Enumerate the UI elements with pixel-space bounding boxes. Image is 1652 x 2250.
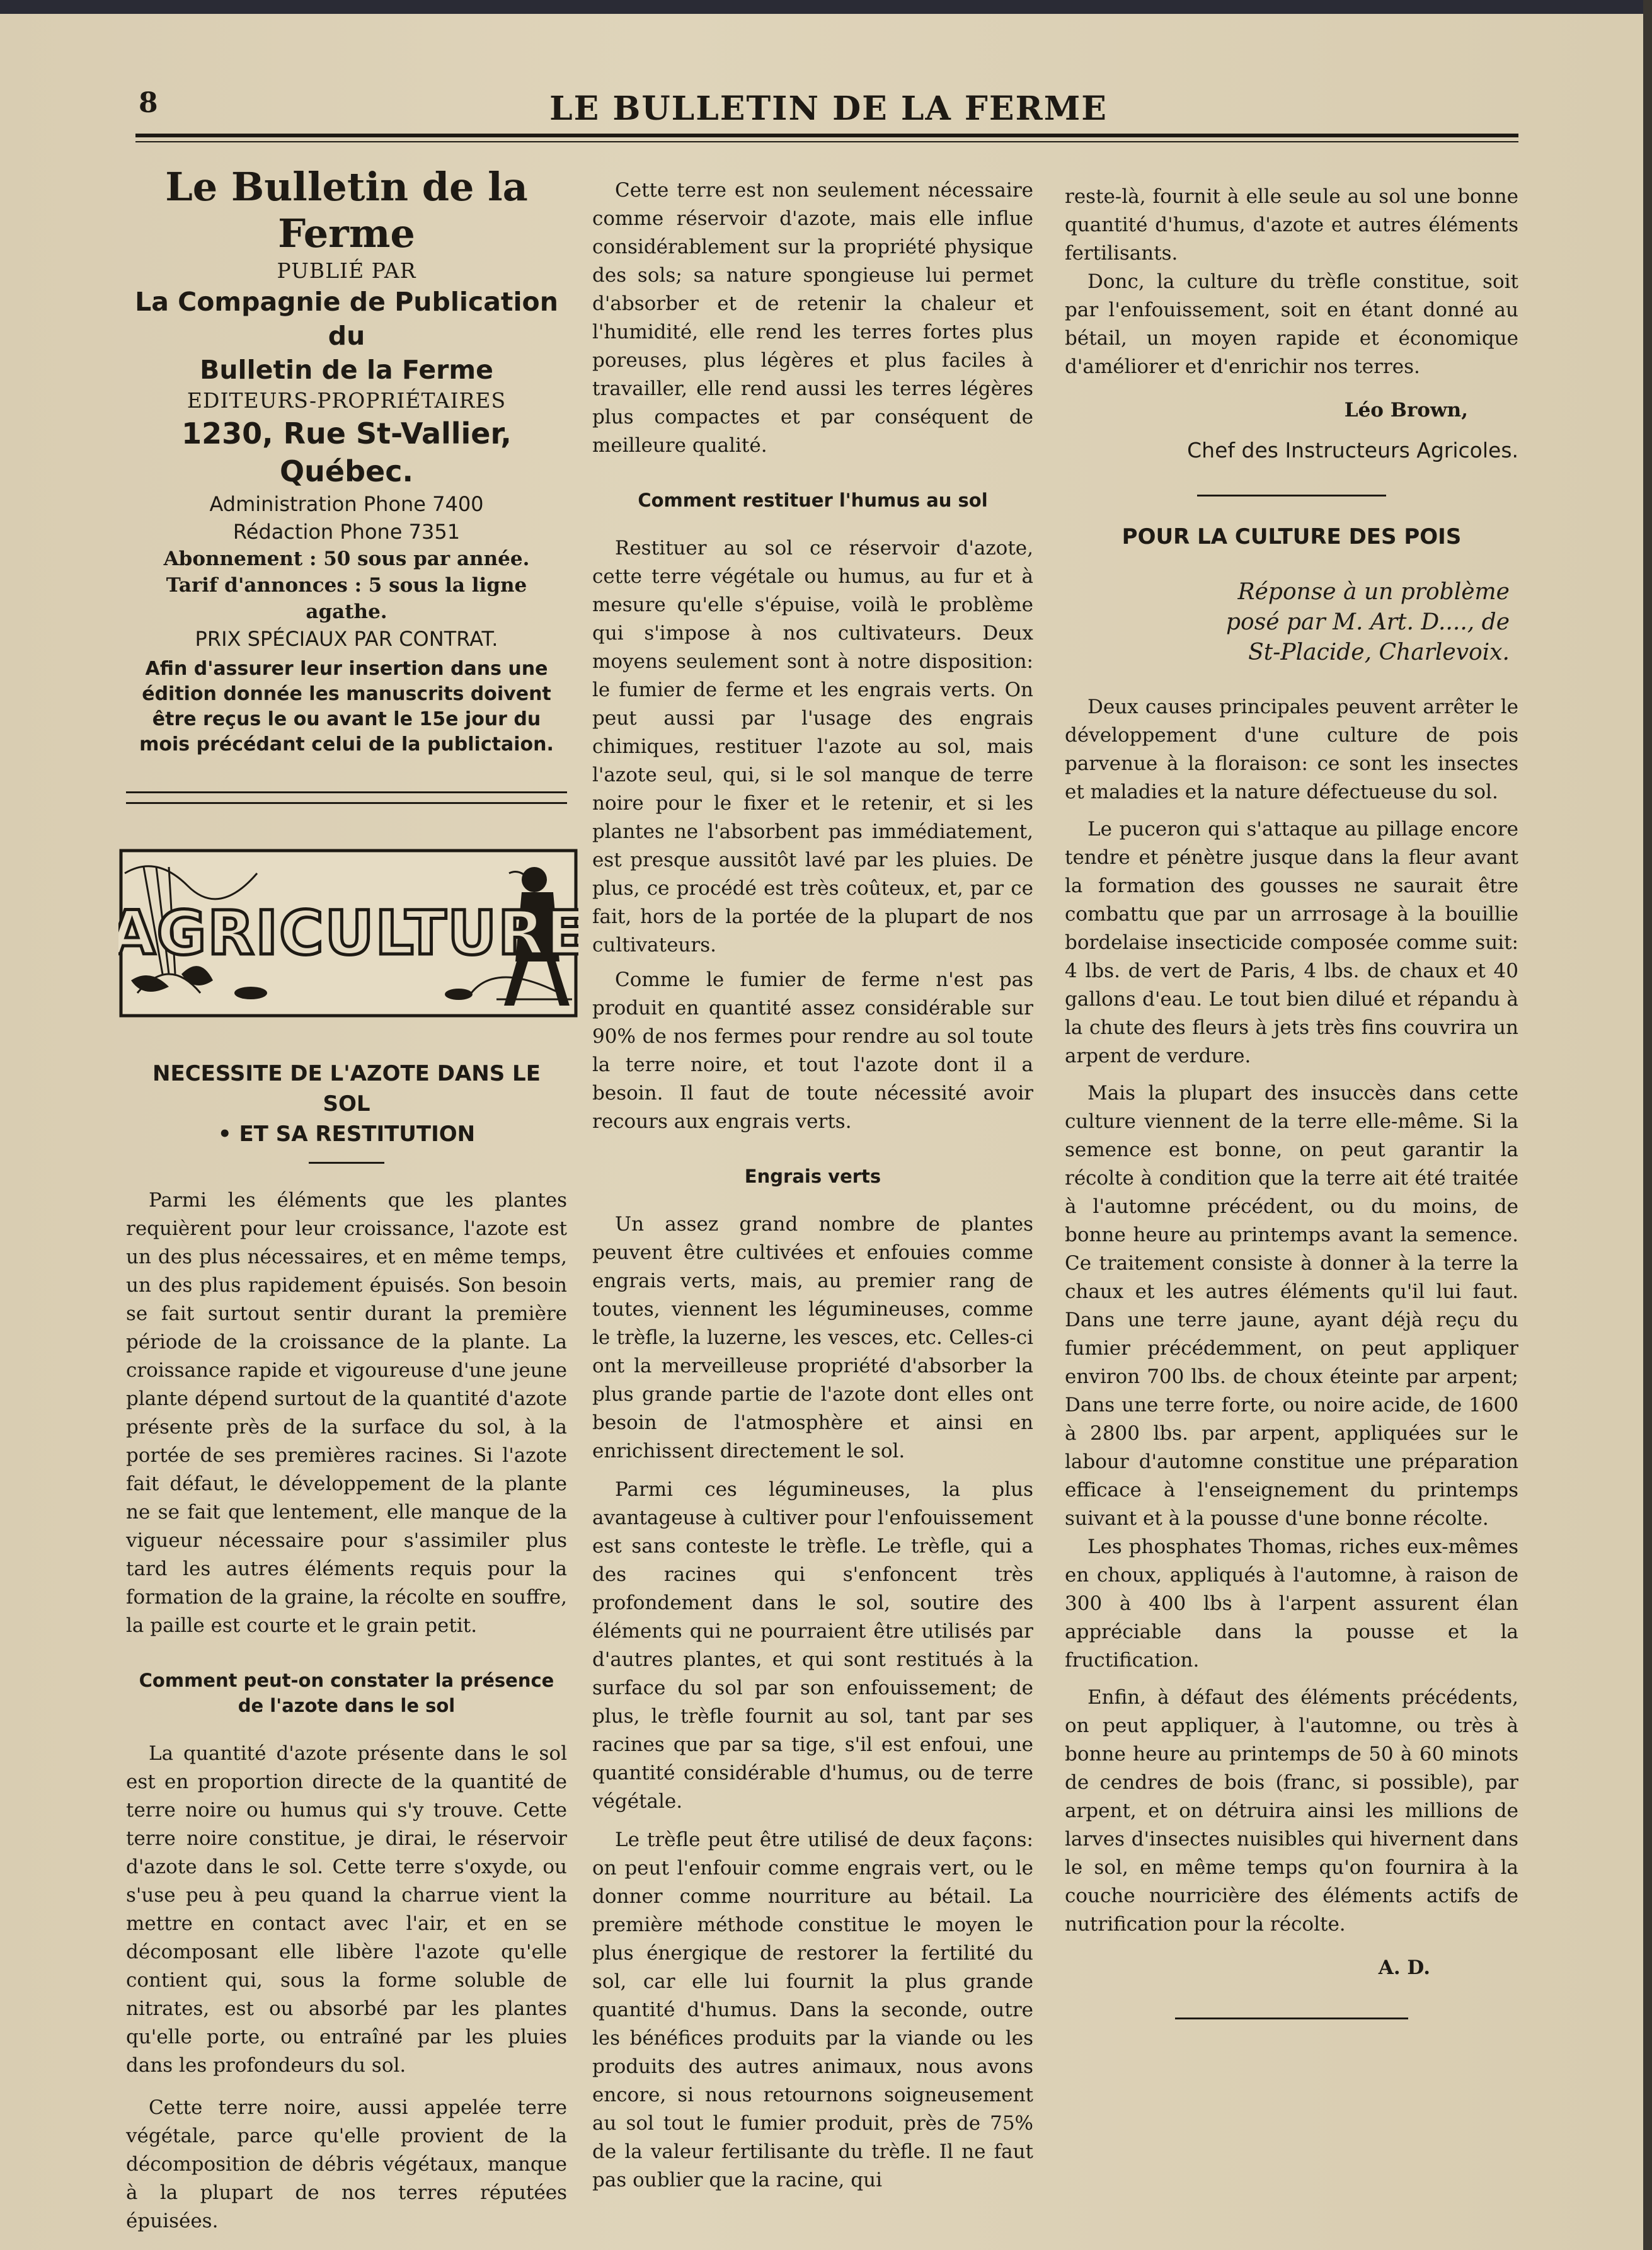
article2-title: POUR LA CULTURE DES POIS [1121, 524, 1462, 549]
column-middle [592, 176, 1033, 2195]
banner-text: AGRICULTURE [118, 898, 578, 968]
masthead-address: 1230, Rue St-Vallier, Québec. [181, 416, 512, 488]
article2-signature: A. D. [1378, 1956, 1430, 1979]
masthead-special-prices: PRIX SPÉCIAUX PAR CONTRAT. [195, 627, 498, 651]
running-title: LE BULLETIN DE LA FERME [549, 89, 1108, 128]
column-right [1065, 183, 1518, 2019]
masthead-company-2: Bulletin de la Ferme [200, 355, 493, 385]
author-name: Léo Brown, [1344, 399, 1468, 422]
article-paragraph: Le puceron qui s'attaque au pillage encore tendre et pénètre jusque dans la fleur avant la formation des gousses ne saurait être combattu que par un arrrosage à la bouillie bordelaise insecticide composée comme suit: 4 lbs. de vert de Paris, 4 lbs. de chaux et 40 gallons d'eau. Le tout bien dilué et répandu à la chute des fleurs à jets très fins couvrira un arpent de verdure. [1065, 818, 1518, 1067]
page-header [139, 82, 1518, 132]
article-paragraph: Comme le fumier de ferme n'est pas produit en quantité assez considérable sur 90% de nos fermes pour rendre au sol toute la terre noire, et tout l'azote dont il a besoin. Il faut de toute nécessité avoir recours aux engrais verts. [592, 968, 1033, 1133]
article-title [126, 1059, 567, 1149]
article-paragraph: Parmi ces légumineuses, la plus avantageuse à cultiver pour l'enfouissement est sans conteste le trèfle. Le trèfle, qui a des racines qui s'enfoncent très profondement dans le sol, soutire des éléments qui ne pourraient être utilisés par d'autres plantes, et qui sont restitués à la surface du sol par son enfouissement; de plus, le trèfle fournit au sol, tant par ses racines que par sa tige, s'il est enfoui, une quantité considérable d'humus, ou de terre végétale. [592, 1478, 1033, 1813]
masthead-notice: Afin d'assurer leur insertion dans une édition donnée les manuscrits doivent être reçus le ou avant le 15e jour du mois précédant celui de la publictaion. [139, 658, 554, 755]
subheading: Engrais verts [744, 1166, 881, 1187]
column-left [118, 164, 578, 2236]
masthead-published-by: PUBLIÉ PAR [277, 258, 416, 283]
scan-top-border [0, 0, 1652, 14]
scan-right-border [1643, 0, 1652, 2250]
article-paragraph: Enfin, à défaut des éléments précédents, on peut appliquer, à l'automne, ou très à bonne heure au printemps de 50 à 60 minots de cendres de bois (franc, si possible), par arpent, et on détruira ainsi les millions de larves d'insectes nuisibles qui hivernent dans le sol, en même temps qu'on fournira à la couche nourricière des éléments actifs de nutrification pour la récolte. [1065, 1686, 1518, 1936]
article-paragraph: Deux causes principales peuvent arrêter le développement d'une culture de pois parvenue à la floraison: ce sont les insectes et maladies et la nature défectueuse du sol. [1065, 696, 1518, 803]
masthead-ad-rate: Tarif d'annonces : 5 sous la ligne agathe. [166, 574, 527, 623]
article-paragraph: Mais la plupart des insuccès dans cette culture viennent de la terre elle-même. Si la semence est bonne, on peut garantir la récolte à condition que la terre ait été traitée à l'automne précédent, ou du moins, de bonne heure au printemps avant la semence. Ce traitement consiste à donner à la terre la chaux et les autres éléments qu'il lui faut. Dans une terre jaune, ayant déjà reçu du fumier précédemment, on peut appliquer environ 700 lbs. de choux éteinte par arpent; Dans une terre forte, ou noire acide, de 1600 à 2800 lbs. par arpent, appliquées sur le labour d'automne constitue une préparation efficace à l'enseignement du printemps suivant et à la pousse d'une bonne récolte. [1065, 1082, 1518, 1530]
article-paragraph: Restituer au sol ce réservoir d'azote, cette terre végétale ou humus, au fur et à mesure qu'elle s'épuise, voilà le problème qui s'impose à nos cultivateurs. Deux moyens seulement sont à notre disposition: le fumier de ferme et les engrais verts. On peut aussi par l'usage des engrais chimiques, restituer l'azote au sol, mais l'azote seul, qui, si le sol manque de terre noire pour le fixer et le retenir, et si les plantes ne l'absorbent pas immédiatement, est presque aussitôt lavé par les pluies. De plus, ce procédé est très coûteux, et, par ce fait, hors de la portée de la plupart de nos cultivateurs. [592, 537, 1033, 956]
article-paragraph: Un assez grand nombre de plantes peuvent être cultivées et enfouies comme engrais verts, mais, au premier rang de toutes, viennent les légumineuses, comme le trèfle, la luzerne, les vesces, etc. Celles-ci ont la merveilleuse propriété d'absorber la plus grande partie de l'azote dont elles ont besoin de l'atmosphère et ainsi en enrichissent directement le sol. [592, 1213, 1033, 1462]
article-paragraph: Parmi les éléments que les plantes requièrent pour leur croissance, l'azote est un des plus nécessaires, et en même temps, un des plus rapidement épuisés. Son besoin se fait surtout sentir durant la première période de la croissance de la plante. La croissance rapide et vigoureuse d'une jeune plante dépend surtout de la quantité d'azote présente près de la surface du sol, à la portée de ses premières racines. Si l'azote fait défaut, le développement de la plante ne se fait que lentement, elle manque de la vigueur nécessaire pour s'assimiler plus tard les autres éléments requis pour la formation de la graine, la récolte en souffre, la paille est courte et le grain petit. [126, 1189, 567, 1637]
agriculture-banner-illustration [118, 848, 578, 1018]
reply-note [1065, 577, 1518, 668]
masthead-redaction-phone: Rédaction Phone 7351 [232, 520, 461, 544]
header-rule [135, 134, 1518, 137]
reply-line2: posé par M. Art. D...., de [1226, 609, 1510, 635]
article-paragraph: Donc, la culture du trèfle constitue, soit par l'enfouissement, soit en étant donné au bétail, un moyen rapide et économique d'améliorer et d'enrichir nos terres. [1065, 270, 1518, 378]
page-number: 8 [139, 87, 158, 119]
article-paragraph: La quantité d'azote présente dans le sol est en proportion directe de la quantité de terre noire ou humus qui s'y trouve. Cette terre noire constitue, je dirai, le réservoir d'azote dans le sol. Cette terre s'oxyde, ou s'use peu à peu quand la charrue vient la mettre en contact avec l'air, et en se décomposant elle libère l'azote qu'elle contient qui, sous la forme soluble de nitrates, est ou absorbé par les plantes qu'elle porte, ou entraîné par les pluies dans les profondeurs du sol. [126, 1742, 567, 2077]
author-title: Chef des Instructeurs Agricoles. [1187, 438, 1518, 462]
masthead-company-1: La Compagnie de Publication du [135, 287, 558, 351]
masthead-title: Le Bulletin de la Ferme [165, 164, 528, 256]
reply-line3: St-Placide, Charlevoix. [1248, 640, 1510, 665]
masthead-editors: EDITEURS-PROPRIÉTAIRES [186, 388, 507, 413]
article-title-line2: • ET SA RESTITUTION [217, 1122, 476, 1147]
article-paragraph: Cette terre noire, aussi appelée terre végétale, parce qu'elle provient de la décomposition de débris végétaux, manque à la plupart de nos terres réputées épuisées. [126, 2096, 567, 2232]
article-paragraph: reste-là, fournit à elle seule au sol une bonne quantité d'humus, d'azote et autres éléments fertilisants. [1065, 185, 1518, 265]
article-paragraph: Le trèfle peut être utilisé de deux façons: on peut l'enfouir comme engrais vert, ou le donner comme nourriture au bétail. La première méthode constitue le moyen le plus énergique de restorer la fertilité du sol, car elle lui fournit la plus grande quantité d'humus. Dans la seconde, outre les bénéfices produits par la viande ou les produits des autres animaux, nous avons encore, si nous retournons soigneusement au sol tout le fumier produit, près de 75% de la valeur fertilisante du trèfle. Il ne faut pas oublier que la racine, qui [592, 1828, 1033, 2191]
header-rule-thin [135, 141, 1518, 142]
masthead-divider [126, 791, 567, 804]
subheading [126, 1668, 567, 1718]
title-rule [309, 1162, 384, 1164]
masthead [126, 164, 567, 757]
subheading-line1: Comment peut-on constater la présence [139, 1670, 554, 1691]
masthead-subscription: Abonnement : 50 sous par année. [163, 548, 530, 570]
article-paragraph: Cette terre est non seulement nécessaire comme réservoir d'azote, mais elle influe considérablement sur la propriété physique des sols; sa nature spongieuse lui permet d'absorber et de retenir la chaleur et l'humidité, elle rend les terres fortes plus poreuses, plus légères et plus faciles à travailler, elle rend aussi les terres légères plus compactes et par conséquent de meilleure qualité. [592, 179, 1033, 457]
masthead-admin-phone: Administration Phone 7400 [209, 492, 484, 516]
section-divider [1197, 495, 1386, 496]
article-paragraph: Les phosphates Thomas, riches eux-mêmes en choux, appliqués à l'automne, à raison de 300 à 400 lbs à l'arpent assurent élan appréciable dans la pousse et la fructification. [1065, 1535, 1518, 1672]
subheading: Comment restituer l'humus au sol [638, 490, 988, 511]
subheading-line2: de l'azote dans le sol [238, 1695, 456, 1716]
agriculture-banner [118, 848, 578, 1018]
end-rule [1175, 2018, 1408, 2019]
reply-line1: Réponse à un problème [1237, 579, 1510, 605]
article-title-line1: NECESSITE DE L'AZOTE DANS LE SOL [152, 1061, 541, 1116]
